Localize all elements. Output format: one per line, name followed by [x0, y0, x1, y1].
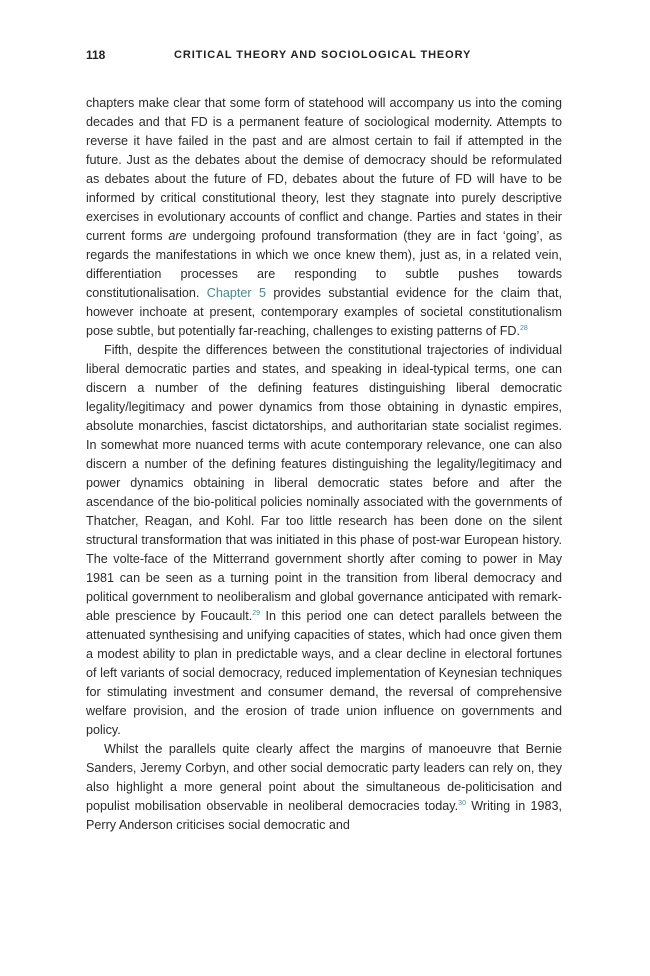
paragraph-1 — [86, 94, 562, 341]
paragraph-1-emphasis: are — [168, 229, 187, 243]
page-header — [86, 48, 562, 66]
paragraph-2 — [86, 341, 562, 740]
chapter-5-link[interactable]: Chapter 5 — [206, 286, 266, 300]
footnote-ref-28[interactable]: 28 — [520, 325, 528, 332]
paragraph-1-text-c: provides substantial evidence for the claim that, however inchoate at present, contemporary examples of societal constitutionalism pose subtle, but potentially far-reaching, challenges to existing patterns of FD. — [86, 286, 562, 338]
footnote-ref-30[interactable]: 30 — [458, 800, 466, 807]
body-text — [86, 94, 562, 835]
paragraph-2-text-a: Fifth, despite the differences between the constitutional trajectories of individual liberal democratic parties and states, and speaking in ideal-typical terms, one can discern a number of the defining features distinguishing liberal democratic legality/legitimacy and power dynamics from those obtaining in dynastic empires, absolute monarchies, fascist dictatorships, and authoritarian state socialist regimes. In somewhat more nuanced terms with acute contemporary relevance, one can also discern a number of the defining features distinguishing the legality/legitimacy and power dynamics obtaining in liberal democratic states before and after the ascendance of the bio-political policies nominally associated with the governments of Thatcher, Reagan, and Kohl. Far too little research has been done on the silent structural transformation that was initiated in this phase of post-war European history. The volte-face of the Mitterrand government shortly after coming to power in May 1981 can be seen as a turning point in the transition from liberal democracy and political government to neoliberalism and global governance anticipated with remarkable prescience by Foucault. — [86, 343, 562, 623]
footnote-ref-29[interactable]: 29 — [252, 610, 261, 617]
paragraph-3 — [86, 740, 562, 835]
paragraph-3-text-a: Whilst the parallels quite clearly affect the margins of manoeuvre that Bernie Sanders, Jeremy Corbyn, and other social democratic party leaders can rely on, they also highlight a more general point about the simultaneous de-politicisation and populist mobilisation observable in neoliberal democracies today. — [86, 742, 562, 813]
running-title: CRITICAL THEORY AND SOCIOLOGICAL THEORY — [174, 49, 472, 61]
paragraph-3-text-b: Writing in 1983, Perry Anderson criticises social democratic and — [86, 799, 562, 832]
page-number: 118 — [86, 48, 106, 62]
paragraph-2-text-b: In this period one can detect parallels between the attenuated synthesising and unifying capacities of states, which had once given them a modest ability to plan in predictable ways, and a clear decline in electoral fortunes of left variants of social democracy, reduced implementation of Keynesian techniques for stimulating investment and consumer demand, the reversal of comprehensive welfare provision, and the erosion of trade union influence on governments and policy. — [86, 609, 563, 737]
paragraph-1-text-b: undergoing profound transformation (they are in fact ‘going’, as regards the manifestations in which we once knew them), just as, in a related vein, differentiation processes are responding to subtle pushes towards constitutionalisation. — [86, 229, 562, 300]
paragraph-1-text-a: chapters make clear that some form of statehood will accompany us into the coming decades and that FD is a permanent feature of sociological modernity. Attempts to reverse it have failed in the past and are almost certain to fail if attempted in the future. Just as the debates about the demise of democracy should be reformulated as debates about the future of FD, debates about the future of FD will have to be informed by critical constitutional theory, lest they stagnate into purely descriptive exercises in evolutionary accounts of conflict and change. Parties and states in their current forms — [86, 96, 562, 243]
